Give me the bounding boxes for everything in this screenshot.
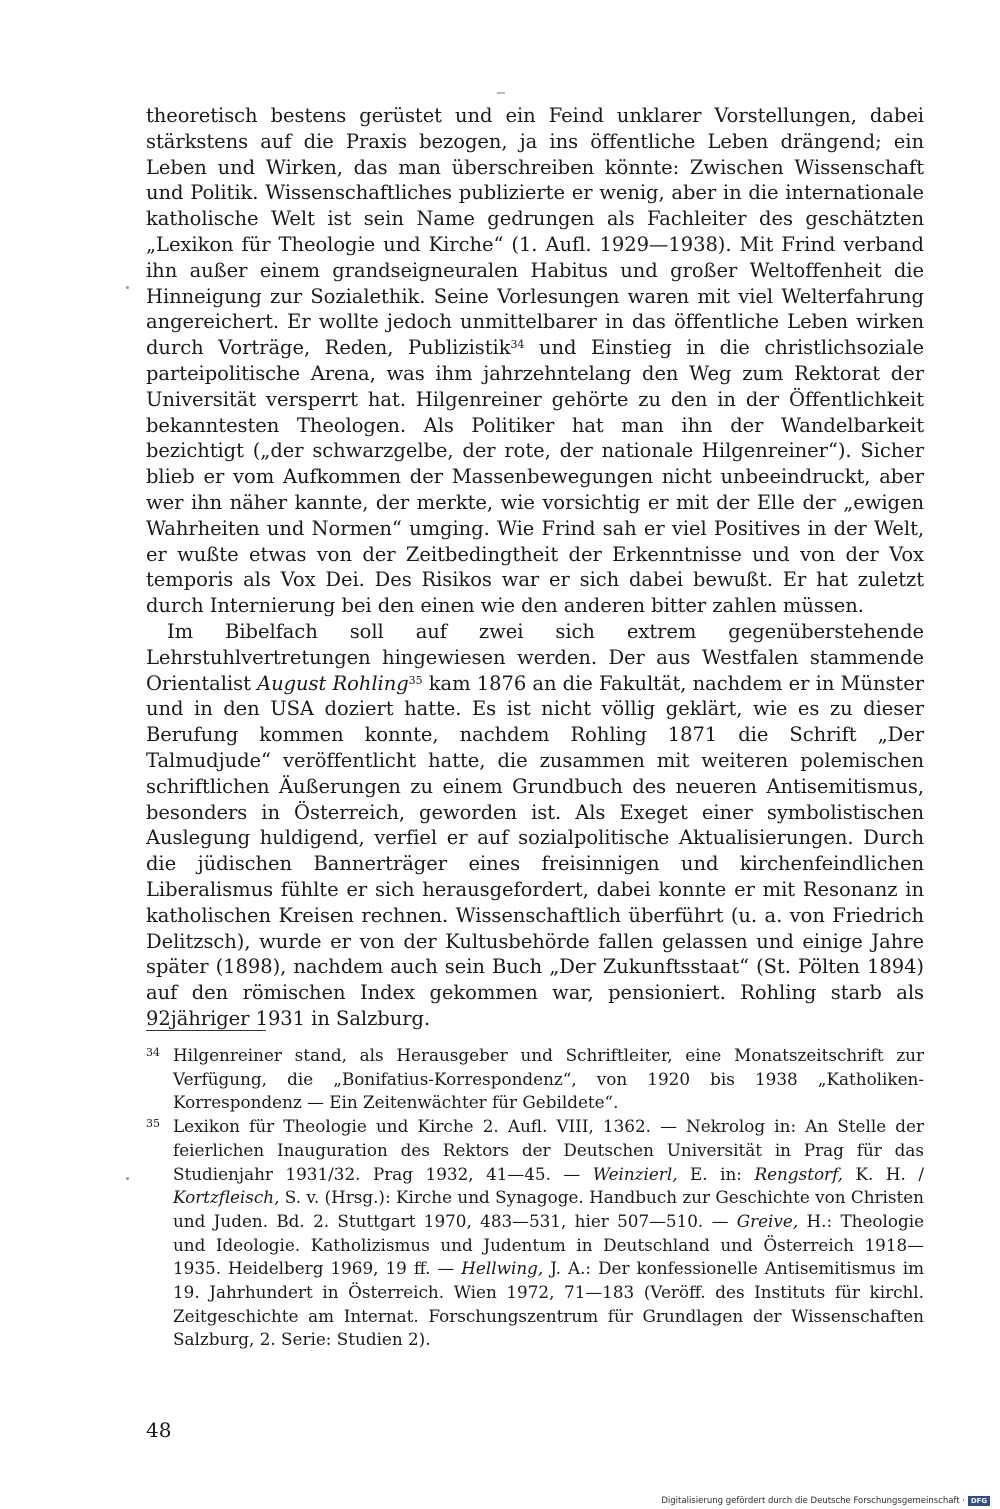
scan-speck: [126, 1177, 129, 1180]
paragraph-1-text: theoretisch bestens gerüstet und ein Feind unklarer Vorstellungen, dabei stärkstens auf die Praxis bezogen, ja ins öffentliche Leben drängend; ein Leben und Wirken, das man überschreiben könnte: Zwischen Wissenschaft und Politik. Wissenschaftliches publizierte er wenig, aber in die internationale katholische Welt ist sein Name gedrungen als Fachleiter des geschätzten „Lexikon für Theologie und Kirche“ (1. Aufl. 1929—1938). Mit Frind verband ihn außer einem grandseigneuralen Habitus und großer Weltoffenheit die Hinneigung zur Sozialethik. Seine Vorlesungen waren mit viel Welterfahrung angereichert. Er wollte jedoch unmittelbarer in das öffentliche Leben wirken durch Vorträge, Reden, Publizistik: [146, 104, 924, 360]
dfg-logo: DFG: [968, 1496, 990, 1506]
footnote-separator: [146, 1030, 266, 1031]
credit-text: Digitalisierung gefördert durch die Deutsche Forschungsgemeinschaft ·: [661, 1496, 965, 1506]
footnote-text: S. v. (Hrsg.): Kirche und Synagoge. Handbuch zur Geschichte von Christen und Juden. Bd. 2. Stuttgart 1970, 483—531, hier 507—510. —: [173, 1187, 924, 1231]
footnotes: [146, 1044, 924, 1352]
author-name: Rengstorf,: [754, 1163, 844, 1184]
paragraph-1: [146, 103, 924, 619]
paragraph-2-text: Im Bibelfach soll auf zwei sich extrem gegenüberstehende Lehrstuhlvertretungen hingewiesen werden. Der aus Westfalen stammende Orientalist: [146, 619, 924, 695]
footnote-ref-34[interactable]: 34: [510, 338, 525, 352]
footnote-number: 34: [146, 1046, 160, 1059]
digitization-credit: [661, 1496, 990, 1506]
scan-speck: [126, 286, 129, 289]
page-number: 48: [146, 1418, 172, 1442]
paragraph-2-text-continued: kam 1876 an die Fakultät, nachdem er in Münster und in den USA doziert hatte. Es ist nicht völlig geklärt, wie es zu dieser Berufung kommen konnte, nachdem Rohling 1871 die Schrift „Der Talmudjude“ veröffentlicht hatte, die zusammen mit weiteren polemischen schriftlichen Äußerungen zu einem Grundbuch des neueren Antisemitismus, besonders in Österreich, geworden ist. Als Exeget einer symbolistischen Auslegung huldigend, verfiel er auf sozialpolitische Aktualisierungen. Durch die jüdischen Bannerträger eines freisinnigen und kirchenfeindlichen Liberalismus fühlte er sich herausgefordert, dabei konnte er mit Resonanz in katholischen Kreisen rechnen. Wissenschaftlich überführt (u. a. von Friedrich Delitzsch), wurde er von der Kultusbehörde fallen gelassen und einige Jahre später (1898), nachdem auch sein Buch „Der Zukunftsstaat“ (St. Pölten 1894) auf den römischen Index gekommen war, pensioniert. Rohling starb als 92jähriger 1931 in Salzburg.: [146, 671, 924, 1030]
footnote-34: [146, 1044, 924, 1115]
footnote-35: [146, 1115, 924, 1352]
main-text: [146, 103, 924, 1032]
scan-mark: [497, 92, 505, 94]
footnote-text: J. A.: Der konfessionelle Antisemitismus im 19. Jahrhundert in Österreich. Wien 1972, 71—183 (Veröff. des Instituts für kirchl. Zeitgeschichte am Internat. Forschungszentrum für Grundlagen der Wissenschaften Salzburg, 2. Serie: Studien 2).: [173, 1258, 925, 1350]
footnote-ref-35[interactable]: 35: [408, 673, 423, 687]
footnote-text: Lexikon für Theologie und Kirche 2. Aufl. VIII, 1362. — Nekrolog in: An Stelle der feierlichen Inauguration des Rektors der Deutschen Universität in Prag für das Studienjahr 1931/32. Prag 1932, 41—45. —: [173, 1116, 924, 1184]
footnote-text: Hilgenreiner stand, als Herausgeber und Schriftleiter, eine Monatszeitschrift zur Verfügung, die „Bonifatius-Korrespondenz“, von 1920 bis 1938 „Katholiken-Korrespondenz — Ein Zeitenwächter für Gebildete“.: [173, 1045, 924, 1113]
footnote-text: H.: Theologie und Ideologie. Katholizismus und Judentum in Deutschland und Österreich 1918—1935. Heidelberg 1969, 19 ff. —: [173, 1210, 924, 1279]
footnote-text: E. in:: [677, 1163, 755, 1184]
footnote-number: 35: [146, 1117, 160, 1131]
author-name: Kortzfleisch,: [173, 1187, 280, 1208]
author-name: Weinzierl,: [592, 1163, 678, 1184]
author-name: Hellwing,: [461, 1258, 544, 1279]
person-name-rohling: August Rohling: [257, 671, 409, 695]
paragraph-1-text-continued: und Einstieg in die christlichsoziale parteipolitische Arena, was ihm jahrzehntelang den Weg zum Rektorat der Universität versperrt hat. Hilgenreiner gehörte zu den in der Öffentlichkeit bekanntesten Theologen. Als Politiker hat man ihn der Wandelbarkeit bezichtigt („der schwarzgelbe, der rote, der nationale Hilgenreiner“). Sicher blieb er vom Aufkommen der Massenbewegungen nicht unbeeindruckt, aber wer ihn näher kannte, der merkte, wie vorsichtig er mit der Elle der „ewigen Wahrheiten und Normen“ umging. Wie Frind sah er viel Positives in der Welt, er wußte etwas von der Zeitbedingtheit der Erkenntnisse und von der Vox temporis als Vox Dei. Des Risikos war er sich dabei bewußt. Er hat zuletzt durch Internierung bei den einen wie den anderen bitter zahlen müssen.: [146, 336, 924, 618]
paragraph-2: [146, 619, 924, 1032]
footnote-text: K. H. /: [843, 1163, 925, 1184]
author-name: Greive,: [736, 1210, 799, 1231]
